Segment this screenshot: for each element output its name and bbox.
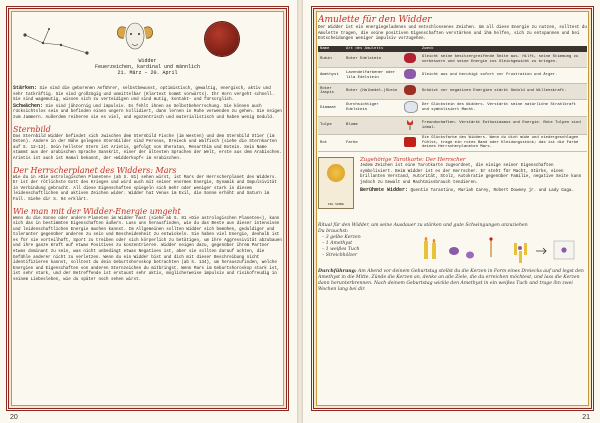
- col-purpose: Zweck: [420, 46, 587, 53]
- heading-constellation: Sternbild: [13, 124, 51, 134]
- match-icon: [489, 238, 492, 258]
- right-page: [303, 0, 600, 423]
- candle-icon: [424, 237, 436, 259]
- tulip-icon: [402, 117, 420, 135]
- amulet-name: Rubin: [318, 52, 344, 67]
- amulet-purpose: Freundschaften. Verstärkt Enthusiasmus und Energie. Rote Tulpen sind ideal.: [420, 117, 587, 135]
- heading-ruling-planet: Der Herrscherplanet des Widders: Mars: [13, 165, 177, 175]
- amulet-name: Rot: [318, 135, 344, 152]
- famous-label: Berühmte Widder:: [360, 187, 409, 194]
- amulet-type: Lavendelfarbener oder lila Edelstein: [344, 68, 402, 84]
- sign-dates: 21. März – 20. April: [117, 70, 178, 77]
- ritual-how-text: Am Abend vor deinem Geburtstag stellst du die Kerzen in Form eines Dreiecks auf und legst den Amethyst in die Mitte. Zünde die Kerzen an, denke an alle Ziele, die du erreichen möchtest, und lass die Kerzen dann herunterbrennen. Nach deinem Geburtstag wickle den Amethyst in ein weißes Tuch und trage ihn zwei Wochen lang bei dir.: [318, 269, 584, 293]
- ritual-illustration: [414, 231, 582, 267]
- amulet-name: Diamant: [318, 99, 344, 117]
- amulet-type: Farbe: [344, 135, 402, 152]
- amulet-type: Roter Edelstein: [344, 52, 402, 67]
- tarot-heading: Zugehörige Tarotkarte: Der Herrscher: [360, 157, 466, 164]
- ritual-intro: Ritual für den Widder, um seine Ausdauer zu stärken und gute Schwingungen anzuziehen: [318, 223, 528, 229]
- amulet-purpose: Schützt vor negativen Energien stärkt Geduld und Willenskraft.: [420, 83, 587, 99]
- strengths-text: Sie sind die geborenen Anführer, selbstbewusst, optimistisch, gewaltig, energisch, aktiv und sehr tatkräftig. Sie sind großzügig und unmittelbar (Klartext kommt vorwärts). Ihr Horn vergeht schnell. Sie sind wagemutig, wissen sich zu verteidigen und sind mutig, kontakt- und fürsorglich.: [13, 87, 275, 103]
- tarot-card-image: [318, 157, 354, 209]
- list-item: – 1 weißes Tuch: [322, 247, 360, 253]
- ritual-section: [318, 229, 587, 269]
- amulet-purpose: Die Glücksfarbe des Widders. Wenn du dich müde und niedergeschlagen fühlst, trage ein rotes Band oder Kleidungsstück; das ist die Farbe deines Herrscherplaneten Mars.: [420, 135, 587, 152]
- tarot-section: [318, 157, 587, 221]
- list-item: – Streichhölzer: [322, 253, 358, 259]
- ruling-planet-text: Wie du in »Die astrologischen Planeten« (ab S. 81) sehen wirst, ist Mars der Herrscherplanet des Widders. Er ist der rötlichste Gott des Krieges und wird auch mit seiner enormen Energie, Dynamik und Impulsivität in Verbindung gebracht. All diese Eigenschaften spiegeln sich mehr oder weniger stark in diesem leidenschaftlichen und aktiven Zeichen wider. Widder hat Venus im Exil, die Sonne erhöht und Saturn im Fall. Siehe dir S. 94 erklärt.: [13, 175, 277, 202]
- strengths-label: Stärken:: [13, 85, 38, 91]
- red-color-swatch-icon: [402, 135, 420, 152]
- table-header-row: [318, 46, 587, 53]
- ritual-need-label: Du brauchst:: [318, 229, 349, 235]
- tarot-card-label: DIE SONNE: [327, 203, 345, 207]
- table-row: [318, 99, 587, 117]
- arrow-icon: [536, 248, 546, 254]
- weaknesses-label: Schwächen:: [13, 102, 44, 109]
- ritual-how-label: Durchführung:: [318, 269, 357, 275]
- heading-energy: Wie man mit der Widder-Energie umgeht: [13, 206, 181, 216]
- heading-amulets: Amulette für den Widder: [318, 15, 432, 25]
- diamond-gem-icon: [402, 99, 420, 117]
- ritual-how: [318, 269, 587, 293]
- header-illustrations: [13, 11, 282, 86]
- constellation-icon: [21, 17, 93, 59]
- famous-aries: [360, 188, 587, 195]
- amulet-table: [318, 46, 587, 152]
- amulet-name: Amethyst: [318, 68, 344, 84]
- weaknesses-text: Sie sind jähzornig und impulsiv. Es fehlt ihnen an Selbstbeherrschung. Sie können auch rücksichtslos sein und befinden einen ungern kollidiert, dann lernen in Ruhe verwenden zu gehen. Sie neigen zum Jammern. Außerdem reiheren sie es viel, und egozentrisch und materialistisch und haben wenig Geduld.: [13, 104, 282, 120]
- table-row: [318, 83, 587, 99]
- amulet-purpose: Gleicht aus und beruhigt sofort vor Frustration und Ärger.: [420, 68, 587, 84]
- jasper-gem-icon: [402, 83, 420, 99]
- col-image: [402, 46, 420, 53]
- tarot-text-block: [360, 157, 587, 195]
- amethyst-icon: [449, 247, 459, 255]
- sign-subtitle: Feuerzeichen, kardinal und männlich: [94, 64, 201, 71]
- table-row: [318, 135, 587, 152]
- amethyst-gem-icon: [402, 68, 420, 84]
- strengths-paragraph: [13, 86, 282, 104]
- amulet-type: Blume: [344, 117, 402, 135]
- col-name: Name: [318, 46, 344, 53]
- amulet-name: Roter Jaspis: [318, 83, 344, 99]
- table-row: [318, 68, 587, 84]
- sign-info: [13, 58, 282, 77]
- amethyst-icon: [466, 252, 474, 259]
- amulet-type: Durchsichtiger Edelstein: [344, 99, 402, 117]
- list-item: – 3 gelbe Kerzen: [322, 235, 361, 241]
- col-type: Art des Amuletts: [344, 46, 402, 53]
- constellation-text: Das Sternbild Widder befindet sich zwischen dem Sternbild Fische (im Westen) und dem Sternbild Stier (im Osten). Andere in der Nähe gelegene Sternbilder sind Perseus, Dreieck und Walfisch (siehe die Sternkarten auf S. 12–13). Sein hellster Stern ist Arietis, gefolgt von Sheratan, Mesarthim und Botein. Sein Name stammt aus der arabischen Sprache Sanskrit, einer der ältesten Sprachen der Welt, erste aus dem Arabischen. Arietis ist auch ist Hamal bekannt, der »Widderkopf« im Arabischen.: [13, 134, 282, 161]
- table-row: [318, 52, 587, 67]
- candle-triangle-icon: [514, 243, 527, 263]
- sign-name: Widder: [138, 58, 157, 64]
- left-page-content: [13, 11, 282, 405]
- tarot-text: Jedem Zeichen ist eine Tarotkarte zugeordnet, die einige seiner Eigenschaften symbolisiert. Beim Widder ist es der Herrscher. Er steht für Macht, Stärke, einen brillanten Verstand, Autorität, Stolz, Autokratie gegenüber Familie, negative Seite kann jedoch zu Gewalt und Machtmissbrauch tendieren.: [360, 164, 582, 185]
- energy-text: Wenn du die Sonne oder andere Planeten im Widder hast (siehe ab S. 81 »Die astrologischen Planeten«), kann sich das in bestimmten Eigenschaften äußern. Lass uns herausfinden, wie du das Beste aus dieser intensiven und leidenschaftlichen Energie machen kannst. Im Allgemeinen sollten Widder sich bemühen, geduldiger und toleranter gegenüber anderen zu sein und Bescheidenheit zu entwickeln. Sie haben viel Energie, deshalb ist es für sie vorteilhaft, Sport zu treiben oder sich körperlich zu betätigen, um ihre Aggressivität abzubauen und ihre ganze Kraft auf etwas Positives zu konzentrieren. Widder neigen dazu, gegenüber ihrem Partner etwas dominant zu sein, was nicht unbedingt etwas Negatives ist, aber sie sollten darauf achten, die Gefühle anderer nicht zu verletzen. Wenn du ein Widder bist und dich mit dieser Beschreibung nicht identifizieren kannst, solltest du dein Geburtshoroskop betrachten (ab S. 134), um herauszufinden, welche Energien und Eigenschaften von anderen Sternzeichen du mitbringst. Wenn Mars im Geburtshoroskop stark ist, ist sehr stark, und der Betreffende ist erstaunt sehr aktiv, möglicherweise impulsiv und risikofreudig in seinem Liebesleben, wie du später noch sehen wirst.: [13, 216, 282, 283]
- list-item: – 1 Amethyst: [322, 241, 353, 247]
- amulet-purpose: Der Glückstein des Widders. Verstärkt seine natürliche Strahlkraft und symbolisiert Macht.: [420, 99, 587, 117]
- page-number-right: 21: [582, 414, 590, 421]
- white-cloth-icon: [554, 241, 574, 259]
- left-page: [0, 0, 297, 423]
- amulet-type: Roter (Halbedel-)Stein: [344, 83, 402, 99]
- table-row: [318, 117, 587, 135]
- ram-head-icon: [112, 14, 158, 54]
- right-page-content: [318, 11, 587, 405]
- sun-icon: [327, 164, 345, 182]
- amulets-intro: Der Widder ist ein energiegeladenes und entschlossenes Zeichen. Um all diese Energie zu nutzen, solltest du Amulette tragen, die seine positiven Eigenschaften verstärken und ihm helfen, sich zu entspannen und bei Entscheidungen weniger impulsiv vorzugehen.: [318, 26, 587, 42]
- amulet-purpose: Gleicht seine besitzergreifende Seite aus. Hilft, seine Stimmung zu verbessern und seine Energie ins Gleichgewicht zu bringen.: [420, 52, 587, 67]
- famous-text: Quentin Tarantino, Mariah Carey, Robert Downey jr. und Lady Gaga.: [410, 189, 574, 194]
- ruby-gem-icon: [402, 52, 420, 67]
- weaknesses-paragraph: [13, 104, 282, 122]
- mars-planet-icon: [205, 22, 239, 56]
- page-number-left: 20: [10, 414, 18, 421]
- amulet-name: Tulpe: [318, 117, 344, 135]
